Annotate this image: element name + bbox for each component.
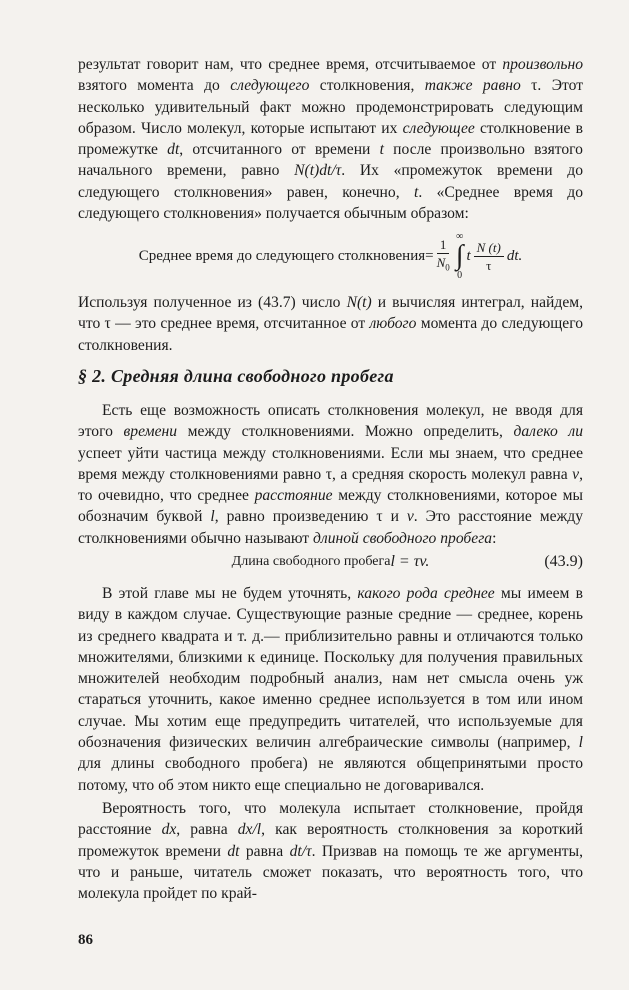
text-span: и вычисляя интеграл, найдем, что τ — это среднее время, отсчитанное от	[78, 294, 584, 333]
math-var: t	[379, 141, 384, 159]
fraction-denominator	[437, 254, 450, 277]
text-span: , равна	[176, 821, 238, 839]
math-var: l	[578, 734, 583, 752]
math-var: dx/l	[237, 821, 262, 839]
section-heading: § 2. Средняя длина свободного пробега	[78, 366, 394, 386]
fraction-one-over-n0	[437, 236, 450, 277]
text-span: между столкновениями, которое мы обозначим буквой	[78, 487, 583, 526]
text-span: :	[492, 529, 497, 547]
text-span: τ. Этот несколько удивительный факт можно продемонстрировать следующим образом. Число молекул, которые испытают их	[78, 77, 584, 137]
text-span: взятого момента до	[78, 77, 231, 95]
math-var: v	[572, 465, 580, 483]
math-var: dt	[227, 842, 240, 860]
emphasis: любого	[369, 315, 417, 333]
text-span: , то очевидно, что среднее	[78, 465, 583, 505]
text-span: равна	[239, 842, 290, 860]
text-span: успеет уйти частица между столкновениями. Если мы знаем, что среднее время между столкновениями равно τ, а средняя скорость молекул равна	[78, 444, 583, 483]
integral-sign-icon: ∫	[455, 240, 464, 271]
text-span: Вероятность того, что молекула испытает столкновение, пройдя расстояние	[78, 800, 583, 839]
text-span: столкновения,	[309, 77, 425, 95]
math-var: l	[210, 508, 215, 526]
emphasis: следующее	[402, 119, 475, 137]
emphasis: следующего	[230, 77, 310, 95]
text-span: Есть еще возможность описать столкновения молекул, не вводя для этого	[78, 402, 583, 441]
text-span: после произвольно взятого начального времени, равно	[78, 141, 583, 180]
math-var: t	[413, 183, 419, 201]
math-var: N(t)dt/τ	[294, 162, 342, 180]
text-span: , как вероятность столкновения за короткий промежуток времени	[78, 821, 584, 860]
fraction-denominator: τ	[486, 257, 492, 273]
text-span: , равно произведению τ и	[214, 508, 407, 526]
formula-expression: l = τv.	[390, 553, 430, 570]
integral-lower-limit: 0	[457, 270, 463, 281]
paragraph-free-path	[78, 400, 583, 549]
fraction-numerator: 1	[437, 236, 450, 254]
integral-upper-limit: ∞	[456, 231, 464, 242]
paragraph-probability	[78, 798, 583, 904]
math-var: dt.	[506, 247, 523, 264]
math-var: N(t)	[346, 294, 372, 311]
math-var: dt/τ	[289, 842, 312, 860]
emphasis: далеко ли	[513, 423, 583, 441]
equals-sign: =	[425, 247, 434, 264]
text-span: В этой главе мы не будем уточнять,	[102, 585, 358, 602]
text-span: . Это расстояние между столкновениями обычно называют	[78, 508, 583, 547]
math-var: N	[436, 254, 446, 270]
text-span: Используя полученное из (43.7) число	[78, 294, 347, 311]
paragraph-averages	[78, 583, 583, 796]
emphasis: времени	[123, 423, 178, 441]
text-span: для длины свободного пробега) не являются общепринятыми просто потому, что об этом никто еще специально не договаривался.	[78, 755, 583, 794]
text-span: , отсчитанного от времени	[179, 141, 380, 159]
text-span: . Их «промежуток времени до следующего столкновения» равен, конечно,	[78, 162, 583, 201]
formula-mean-time	[78, 228, 583, 284]
text-span: . «Среднее время до следующего столкновения» получается обычным образом:	[78, 183, 583, 223]
emphasis: расстояние	[254, 487, 333, 505]
formula-label: Среднее время до следующего столкновения	[138, 247, 426, 264]
emphasis: также равно	[424, 77, 521, 95]
fraction-n-over-tau	[474, 239, 504, 274]
text-span: момента до следующего столкновения.	[78, 315, 583, 354]
page-number: 86	[78, 932, 93, 948]
emphasis: какого рода среднее	[357, 585, 495, 602]
paragraph-result	[78, 292, 583, 356]
text-span: результат говорит нам, что среднее время, отсчитываемое от	[78, 56, 503, 73]
math-var: v	[406, 508, 414, 526]
paragraph-intro	[78, 54, 583, 224]
subscript: 0	[445, 262, 450, 273]
math-var: dt	[167, 141, 180, 159]
formula-label: Длина свободного пробега	[231, 554, 391, 569]
equation-number: (43.9)	[544, 553, 583, 570]
fraction-numerator: N (t)	[474, 239, 504, 257]
math-var: dx	[161, 821, 177, 839]
math-var: t	[466, 247, 471, 264]
emphasis: произвольно	[502, 56, 583, 73]
text-span: . Призвав на помощь те же аргументы, что и раньше, читатель сможет показать, что вероятность того, что молекула пройдет по край-	[78, 842, 584, 903]
formula-free-path	[78, 550, 583, 574]
text-span: между столкновениями. Можно определить,	[177, 423, 514, 441]
integral	[456, 231, 464, 281]
text-span: столкновение в промежутке	[78, 119, 583, 159]
text-span: мы имеем в виду в каждом случае. Существующие разные средние — среднее, корень из среднего квадрата и т. д.— приблизительно равны и отличаются только множителями, близкими к единице. Поскольку для получения правильных множителей необходим подробный анализ, нам нет смысла очень уж стараться уточнить, какое именно среднее используется в том или ином случае. Мы хотим еще предупредить читателей, что используемые для обозначения физических величин алгебраические символы (например,	[78, 585, 584, 752]
emphasis: длиной свободного пробега	[313, 529, 493, 547]
